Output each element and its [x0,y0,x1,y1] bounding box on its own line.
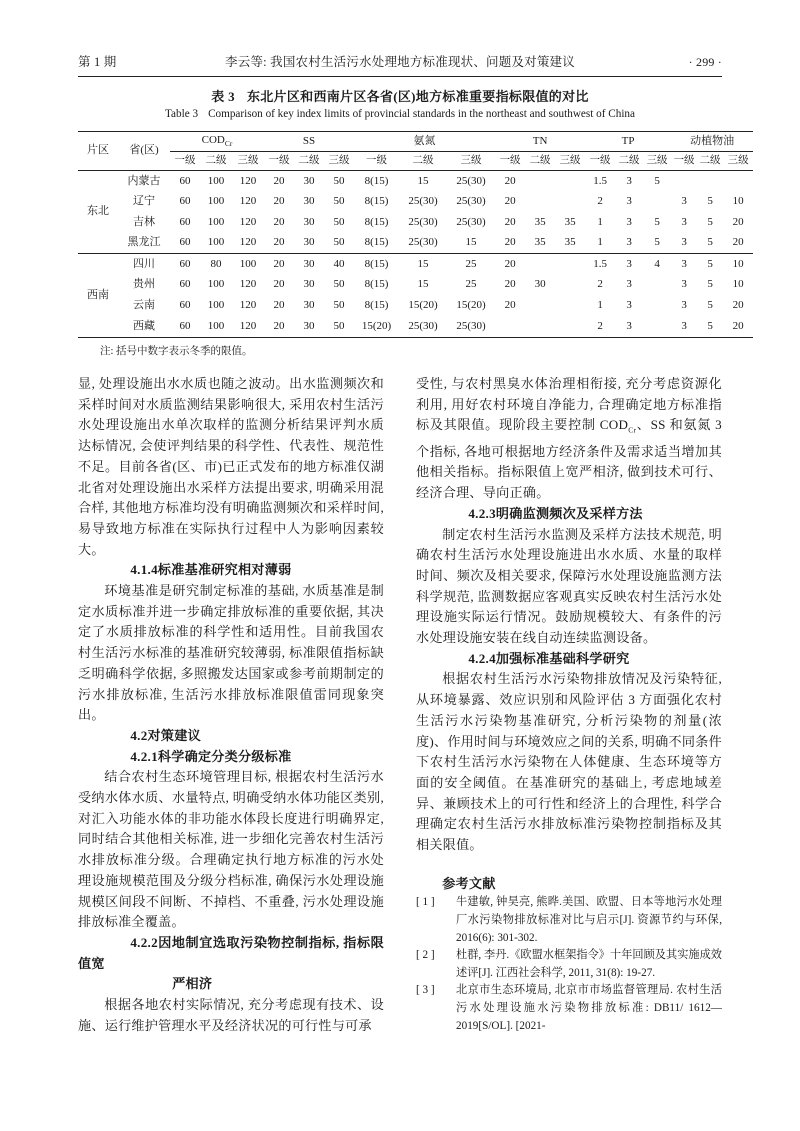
level-header: 三级 [727,155,749,167]
cell-nh3n-1: 8(15) [364,236,389,249]
province-cell: 贵州 [133,278,155,291]
cell-tn-1: 20 [504,215,516,228]
heading-number: 4.2.1 [130,748,158,764]
cell-oil-3: 10 [723,254,753,275]
cell-ss-3: 50 [333,278,345,291]
cell-cod-1: 60 [170,254,200,275]
heading-text: 对策建议 [147,727,201,743]
cell-oil-3 [723,171,753,192]
cell-ss-1: 20 [273,215,285,228]
cell-tn-3 [555,296,585,317]
cell-tp-3: 4 [643,254,671,275]
cell-cod-1: 60 [170,171,200,192]
cell-nh3n-3: 25(30) [456,195,486,208]
heading-text: 科学确定分类分级标准 [157,748,292,764]
table-title-cn: 东北片区和西南片区各省(区)地方标准重要指标限值的对比 [246,89,589,104]
heading-number: 4.2.3 [468,505,496,521]
level-header: 二级 [412,155,434,167]
table-row [78,316,753,337]
level-header: 一级 [589,155,611,167]
table-number-cn: 表 3 [211,89,235,104]
cell-tp-3 [643,296,671,317]
cell-nh3n-3: 15 [465,236,477,249]
cell-tn-3: 35 [564,215,576,228]
cell-tn-1: 20 [495,254,525,275]
cell-ss-1: 20 [273,319,285,332]
cell-ss-1: 20 [273,195,285,208]
heading-4-2-3 [416,504,722,525]
cell-ss-2: 30 [294,254,324,275]
paragraph-continued: 显, 处理设施出水水质也随之波动。出水监测频次和采样时间对水质监测结果影响很大, 采用农村生活污水处理设施出水单次取样的监测分析结果评判水质达标情况, 会使评判结果的科学性、代表性、规范性不足。目前各省(区、市)已正式发布的地方标准仅湖北省对处理设施出水采样方法提出要求, 明确采用混合样, 其他地方标准均没有明确监测频次和采样时间, 易导致地方标准在实际执行过程中人为影响因素较大。 [78,376,384,557]
cell-tp-3 [643,316,671,337]
cell-ss-2: 30 [303,319,315,332]
cell-nh3n-2: 15 [417,278,429,291]
cell-cod-2: 100 [207,215,225,228]
cell-tp-2: 3 [615,254,643,275]
cod-subscript: Cr [628,426,637,436]
cell-tn-2 [525,296,555,317]
cell-cod-2: 100 [207,236,225,249]
cell-cod-1: 60 [179,319,191,332]
cell-ss-3: 40 [324,254,354,275]
cell-oil-1: 3 [681,236,687,249]
cell-tp-2: 3 [626,299,632,312]
header-rule [78,76,722,77]
cell-tp-2: 3 [615,171,643,192]
cell-oil-2: 5 [707,278,713,291]
cell-ss-2: 30 [303,278,315,291]
heading-number: 4.1.4 [130,562,158,578]
cell-tn-1: 20 [504,278,516,291]
cell-tp-3 [643,275,671,296]
paragraph-part-1: 受性, 与农村黑臭水体治理相衔接, 充分考虑资源化利用, 用好农村环境自净能力, 合理确定地方标准指标及其限值。现阶段主要控制 COD [416,376,722,433]
cell-cod-1: 60 [179,195,191,208]
cell-ss-2: 30 [294,171,324,192]
table-row [78,171,753,192]
paragraph-4-2-2: 根据各地农村实际情况, 充分考虑现有技术、设施、运行维护管理水平及经济状况的可行性与可承 [78,997,384,1033]
cell-oil-1: 3 [681,195,687,208]
heading-4-1-4 [78,560,384,581]
province-cell: 吉林 [133,215,155,228]
level-header: 二级 [205,155,227,167]
cell-tp-2: 3 [626,195,632,208]
cell-tp-1: 1 [597,299,603,312]
heading-text: 明确监测频次及采样方法 [495,505,643,521]
table-3 [78,131,749,338]
stub-header-area: 片区 [78,132,118,171]
cell-oil-2 [697,171,723,192]
level-header: 一级 [366,155,388,167]
cell-tn-3 [555,171,585,192]
heading-text: 标准基准研究相对薄弱 [157,562,292,578]
cell-tp-1: 1.5 [585,254,615,275]
cell-tp-3: 5 [654,236,660,249]
table-bottom-rule [78,337,753,338]
level-header: 一级 [174,155,196,167]
cell-nh3n-3: 25 [465,278,477,291]
cell-nh3n-2: 25(30) [408,236,438,249]
table-row [78,233,753,254]
cell-cod-3: 100 [232,254,264,275]
group-header-nh3n: 氨氮 [354,132,495,152]
cell-ss-1: 20 [264,171,294,192]
cell-tn-1: 20 [504,299,516,312]
cell-cod-2: 100 [200,171,232,192]
cell-cod-2: 100 [207,299,225,312]
heading-4-2 [78,726,384,747]
level-header: 二级 [618,155,640,167]
cell-tn-2 [525,254,555,275]
cell-tn-1: 20 [504,195,516,208]
cell-nh3n-3: 25(30) [456,215,486,228]
cell-ss-3: 50 [333,215,345,228]
cell-tp-1: 2 [597,278,603,291]
cell-nh3n-1: 8(15) [364,278,389,291]
group-header-ss: SS [264,132,354,152]
cell-oil-3: 10 [732,278,744,291]
group-header-cod: $COD_{Cr}$ [170,132,264,152]
cell-nh3n-1: 8(15) [364,299,389,312]
list-item [416,894,722,947]
cell-ss-2: 30 [303,299,315,312]
province-cell: 四川 [118,254,170,275]
level-header: 三级 [328,155,350,167]
paragraph-4-1-4: 环境基准是研究制定标准的基础, 水质基准是制定水质标准并进一步确定排放标准的重要依据, 其决定了水质排放标准的科学性和适用性。目前我国农村生活污水标准的基准研究较薄弱, 标准限值指标缺乏明确科学依据, 多照搬发达国家或参考前期制定的污水排放标准, 生活污水排放标准限值雷同现象突出。 [78,583,384,723]
cell-cod-3: 120 [239,299,257,312]
group-header-oil: 动植物油 [671,132,753,152]
cell-cod-3: 120 [239,236,257,249]
table-header-levels [78,152,753,171]
cell-nh3n-1: 8(15) [364,195,389,208]
cell-nh3n-2: 15 [399,254,447,275]
heading-text-line2: 严相济 [172,976,213,992]
heading-4-2-2 [78,933,384,995]
heading-4-2-1 [78,747,384,768]
page-number: · 299 · [688,55,722,69]
cell-ss-1: 20 [264,254,294,275]
cell-cod-3: 120 [239,195,257,208]
cell-tn-3 [555,254,585,275]
cell-cod-3: 120 [239,278,257,291]
reference-number: [ 3 ] [416,984,435,997]
level-header: 三级 [559,155,581,167]
cell-tp-3 [643,192,671,213]
cell-nh3n-2: 15(20) [408,299,438,312]
paragraph-continued-right [416,374,722,504]
cell-cod-2: 100 [207,319,225,332]
cell-oil-1: 3 [681,215,687,228]
body-column-right [416,374,722,1035]
paragraph-4-2-4: 根据农村生活污水污染物排放情况及污染特征, 从环境暴露、效应识别和风险评估 3 方面强化农村生活污水污染物基准研究, 分析污染物的剂量(浓度)、作用时间与环境效应之间的关系, 明确不同条件下农村生活污水污染物在人体健康、生态环境等方面的安全阈值。在基准研究的基础上, 考虑地域差异、兼顾技术上的可行性和经济上的合理性, 科学合理确定农村生活污水排放标准污染物控制指标及其相关限值。 [416,671,722,853]
cell-tp-1: 1 [597,236,603,249]
reference-list [416,894,722,1035]
cell-nh3n-3: 25 [447,254,495,275]
table-row [78,296,753,317]
cell-tn-2 [525,192,555,213]
province-cell: 云南 [133,299,155,312]
cell-cod-3: 120 [232,171,264,192]
body-column-left [78,374,384,1037]
cell-oil-1: 3 [681,319,687,332]
cell-oil-3: 20 [732,299,744,312]
cell-cod-2: 100 [207,278,225,291]
cell-nh3n-2: 25(30) [408,215,438,228]
level-header: 一级 [673,155,695,167]
cell-tn-1 [495,316,525,337]
cell-oil-2: 5 [707,215,713,228]
cell-tp-3: 5 [643,171,671,192]
cell-cod-1: 60 [179,215,191,228]
cell-cod-1: 60 [179,236,191,249]
heading-4-2-4 [416,649,722,670]
cell-tn-1: 20 [504,236,516,249]
reference-text: 北京市生态环境局, 北京市市场监督管理局. 农村生活污水处理设施水污染物排放标准: DB11/ 1612—2019[S/OL]. [2021- [456,984,722,1032]
level-header: 一级 [268,155,290,167]
cell-ss-2: 30 [303,236,315,249]
cell-tn-3 [555,275,585,296]
level-header: 三级 [646,155,668,167]
references-heading: 参考文献 [442,875,496,891]
cell-tn-2: 30 [534,278,546,291]
level-header: 一级 [499,155,521,167]
cell-tn-2 [525,316,555,337]
cell-tp-1: 2 [597,195,603,208]
cell-oil-1 [671,171,697,192]
cell-tp-2: 3 [626,215,632,228]
cell-ss-1: 20 [273,236,285,249]
heading-number: 4.2 [130,727,148,743]
cell-ss-1: 20 [273,278,285,291]
table-note: 注: 括号中数字表示冬季的限值。 [100,346,253,357]
group-header-tn: TN [495,132,585,152]
cell-oil-2: 5 [707,319,713,332]
paragraph-4-2-3: 制定农村生活污水监测及采样方法技术规范, 明确农村生活污水处理设施进出水水质、水量的取样时间、频次及相关要求, 保障污水处理设施监测方法科学规范, 监测数据应客观真实反映农村生活污水处理设施实际运行情况。鼓励规模较大、有条件的污水处理设施安装在线自动连续监测设备。 [416,526,722,646]
cell-oil-2: 5 [707,195,713,208]
cell-nh3n-1: 15(20) [361,319,392,332]
heading-number: 4.2.4 [468,650,496,666]
cell-oil-1: 3 [681,299,687,312]
province-cell: 黑龙江 [127,236,161,249]
section-spacer [416,856,722,874]
cell-tn-3: 35 [564,236,576,249]
running-head [78,52,722,74]
list-item [416,982,722,1035]
heading-number: 4.2.2 [130,934,158,950]
stub-header-province: 省(区) [118,132,170,171]
group-header-tp: TP [585,132,671,152]
cell-oil-2: 5 [697,254,723,275]
cell-tp-3: 5 [654,215,660,228]
cell-ss-3: 50 [333,319,345,332]
cell-tn-1: 20 [495,171,525,192]
reference-number: [ 2 ] [416,949,435,962]
table-caption-en [78,108,722,120]
cell-tn-2: 35 [534,236,546,249]
cell-tp-2: 3 [626,319,632,332]
cell-ss-2: 30 [303,215,315,228]
level-header: 二级 [699,155,721,167]
heading-text: 因地制宜选取污染物控制指标, 指标限值宽 [78,934,384,971]
table-row [78,254,753,275]
level-header: 二级 [298,155,320,167]
standards-table [78,131,753,338]
cell-nh3n-3: 25(30) [447,171,495,192]
cell-tn-2: 35 [534,215,546,228]
province-cell: 西藏 [133,319,155,332]
cell-oil-1: 3 [681,278,687,291]
cell-nh3n-3: 25(30) [456,319,486,332]
cell-nh3n-1: 8(15) [364,215,389,228]
cell-oil-3: 20 [732,236,744,249]
cell-tp-2: 3 [626,278,632,291]
cell-nh3n-2: 25(30) [408,319,438,332]
table-header-groups [78,132,753,152]
issue-label: 第 1 期 [78,55,117,69]
cell-cod-3: 120 [239,215,257,228]
reference-number: [ 1 ] [416,896,435,909]
cell-ss-3: 50 [324,171,354,192]
table-row [78,192,753,213]
cell-cod-2: 80 [200,254,232,275]
paragraph-part-2: 、SS 和氨氮 3 个指标, 各地可根据地方经济条件及需求适当增加其他相关指标。指标限值上宽严相济, 做到技术可行、经济合理、导向正确。 [416,417,722,501]
cell-oil-2: 5 [707,299,713,312]
cell-cod-2: 100 [207,195,225,208]
table-row [78,212,753,233]
cell-ss-1: 20 [273,299,285,312]
area-label-northeast: 东北 [78,171,118,254]
cell-nh3n-1: 8(15) [354,171,399,192]
table-row [78,275,753,296]
table-caption-cn [78,86,722,105]
reference-text: 杜群, 李丹.《欧盟水框架指令》十年回顾及其实施成效述评[J]. 江西社会科学, 2011, 31(8): 19-27. [456,949,722,979]
table-title-en: Comparison of key index limits of provincial standards in the northeast and southwest of China [208,108,635,120]
cell-oil-2: 5 [707,236,713,249]
cell-ss-3: 50 [333,236,345,249]
cell-tn-2 [525,171,555,192]
cell-tp-1: 1 [597,215,603,228]
province-cell: 内蒙古 [118,171,170,192]
cell-nh3n-2: 15 [399,171,447,192]
paragraph-4-2-1: 结合农村生态环境管理目标, 根据农村生活污水受纳水体水质、水量特点, 明确受纳水体功能区类别, 对汇入功能水体的非功能水体段长度进行明确界定, 同时结合其他相关标准, 进一步细化完善农村生活污水排放标准分级。合理确定执行地方标准的污水处理设施规模范围及分级分档标准, 确保污水处理设施规模区间段不间断、不掉档、不重叠, 污水处理设施排放标准全覆盖。 [78,769,384,930]
level-header: 三级 [237,155,259,167]
cell-ss-2: 30 [303,195,315,208]
heading-text: 加强标准基础科学研究 [495,650,630,666]
level-header: 三级 [460,155,482,167]
cell-cod-1: 60 [179,299,191,312]
cell-tp-1: 1.5 [585,171,615,192]
cell-oil-3: 20 [732,319,744,332]
table-number-en: Table 3 [165,108,199,120]
reference-text: 牛建敏, 钟昊亮, 熊晔.美国、欧盟、日本等地污水处理厂水污染物排放标准对比与启示[J]. 资源节约与环保, 2016(6): 301-302. [456,896,722,944]
cell-tn-3 [555,316,585,337]
cell-tp-1: 2 [597,319,603,332]
cell-tp-2: 3 [626,236,632,249]
province-cell: 辽宁 [133,195,155,208]
cell-nh3n-3: 15(20) [456,299,486,312]
cell-cod-1: 60 [179,278,191,291]
area-label-southwest: 西南 [78,254,118,337]
cell-ss-3: 50 [333,299,345,312]
cell-oil-3: 20 [732,215,744,228]
cell-ss-3: 50 [333,195,345,208]
level-header: 二级 [529,155,551,167]
cell-oil-1: 3 [671,254,697,275]
cell-nh3n-2: 25(30) [408,195,438,208]
list-item [416,947,722,982]
cell-oil-3: 10 [732,195,744,208]
cell-cod-3: 120 [239,319,257,332]
running-title: 李云等: 我国农村生活污水处理地方标准现状、问题及对策建议 [225,55,575,69]
cell-tn-3 [555,192,585,213]
cell-nh3n-1: 8(15) [354,254,399,275]
